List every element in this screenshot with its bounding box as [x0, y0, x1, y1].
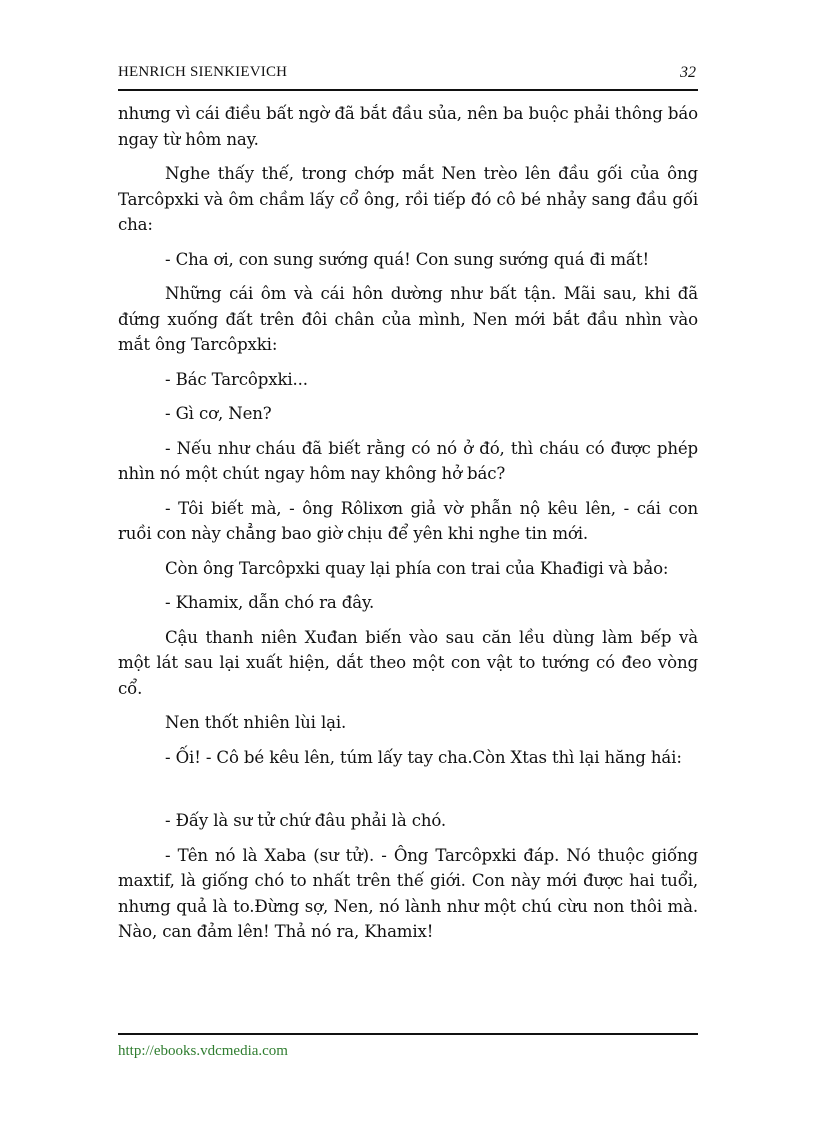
paragraph: - Bác Tarcôpxki...: [165, 369, 308, 389]
paragraph: - Tôi biết mà, - ông Rôlixơn giả vờ phẫn nộ kêu lên, - cái con ruồi con này chẳng bao giờ chịu để yên khi nghe tin mới.: [118, 498, 698, 543]
paragraph: - Ối! - Cô bé kêu lên, túm lấy tay cha.Còn Xtas thì lại hăng hái:: [165, 747, 682, 767]
header-divider: [118, 89, 698, 91]
paragraph: Nghe thấy thế, trong chớp mắt Nen trèo lên đầu gối của ông Tarcôpxki và ôm chầm lấy cổ ông, rồi tiếp đó cô bé nhảy sang đầu gối cha:: [118, 164, 698, 234]
running-head-author: HENRICH SIENKIEVICH: [118, 64, 288, 80]
paragraph: - Nếu như cháu đã biết rằng có nó ở đó, thì cháu có được phép nhìn nó một chút ngay hôm nay không hở bác?: [118, 438, 698, 483]
paragraph: - Cha ơi, con sung sướng quá! Con sung sướng quá đi mất!: [165, 249, 649, 269]
paragraph: Những cái ôm và cái hôn dường như bất tận. Mãi sau, khi đã đứng xuống đất trên đôi chân của mình, Nen mới bắt đầu nhìn vào mắt ông Tarcôpxki:: [118, 284, 698, 354]
paragraph: Cậu thanh niên Xuđan biến vào sau căn lều dùng làm bếp và một lát sau lại xuất hiện, dắt theo một con vật to tướng có đeo vòng cổ.: [118, 627, 698, 698]
paragraph: - Tên nó là Xaba (sư tử). - Ông Tarcôpxki đáp. Nó thuộc giống maxtif, là giống chó to nhất trên thế giới. Con này mới được hai tuổi, nhưng quả là to.Đừng sợ, Nen, nó lành như một chú cừu non thôi mà. Nào, can đảm lên! Thả nó ra, Khamix!: [118, 845, 698, 941]
page-body: [118, 101, 698, 954]
paragraph: Còn ông Tarcôpxki quay lại phía con trai của Khađigi và bảo:: [165, 558, 669, 578]
paragraph: nhưng vì cái điều bất ngờ đã bắt đầu sủa, nên ba buộc phải thông báo ngay từ hôm nay.: [118, 104, 698, 149]
paragraph: - Khamix, dẫn chó ra đây.: [165, 593, 375, 612]
page-number: 32: [680, 64, 696, 81]
paragraph: - Đấy là sư tử chứ đâu phải là chó.: [165, 811, 447, 830]
footer-divider: [118, 1033, 698, 1035]
page-header: [118, 64, 698, 86]
footer-link[interactable]: http://ebooks.vdcmedia.com: [118, 1043, 288, 1059]
paragraph: - Gì cơ, Nen?: [165, 404, 272, 423]
paragraph: Nen thốt nhiên lùi lại.: [165, 713, 347, 732]
